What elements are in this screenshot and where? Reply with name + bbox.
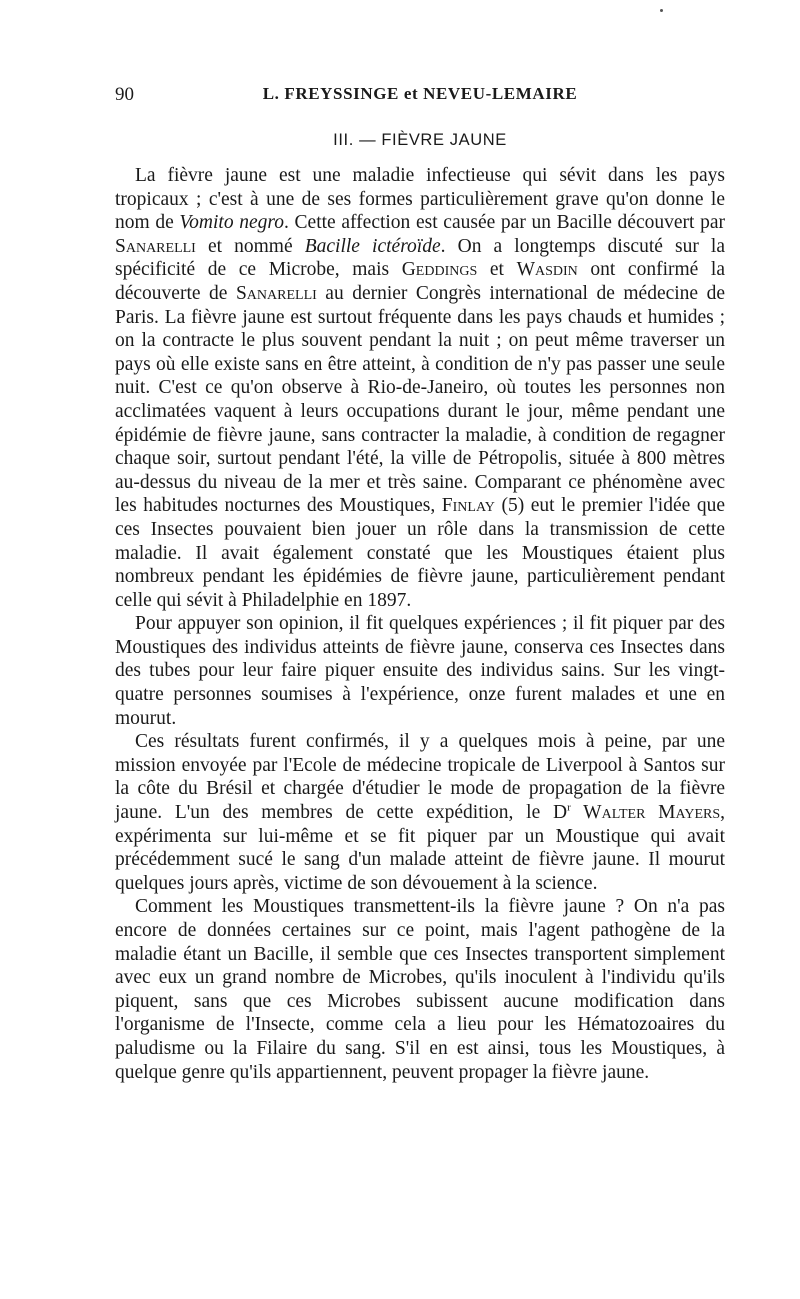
person-walter-mayers: Walter Mayers <box>570 802 721 824</box>
paragraph-1 <box>115 164 725 612</box>
title-superscript: r <box>567 801 571 814</box>
text-run: . Cette affection est causée par un Bacille découvert par <box>284 212 725 234</box>
paragraph-3 <box>115 730 725 895</box>
author-sanarelli: Sanarelli <box>115 235 196 257</box>
scan-speck <box>660 9 663 12</box>
text-run: (5) eut le premier l'idée que ces Insectes pouvaient bien jouer un rôle dans la transmission de cette maladie. Il avait également constaté que les Moustiques étaient plus nombreux pendant les épidémies de fièvre jaune, particulièrement pendant celle qui sévit à Philadelphie en 1897. <box>115 495 725 611</box>
page-header <box>115 84 725 108</box>
text-run: . On a longtemps discuté sur la spécificité de ce Microbe, mais <box>115 235 725 281</box>
page-number: 90 <box>115 84 134 105</box>
term-vomito-negro: Vomito negro <box>179 212 285 234</box>
text-run: au dernier Congrès international de médecine de Paris. La fièvre jaune est surtout fréquente dans les pays chauds et humides ; on la contracte le plus souvent pendant la nuit ; on peut même traverser un pays où elle existe sans en être atteint, à condition de n'y pas passer une seule nuit. C'est ce qu'on observe à Rio-de-Janeiro, où toutes les personnes non acclimatées vaquent à leurs occupations durant le jour, même pendant une épidémie de fièvre jaune, sans contracter la maladie, à condition de regagner chaque soir, surtout pendant l'été, la ville de Pétropolis, située à 800 mètres au-dessus du niveau de la mer et très saine. Comparant ce phénomène avec les habitudes nocturnes des Moustiques, <box>115 282 725 517</box>
section-title: III. — FIÈVRE JAUNE <box>333 131 507 149</box>
running-head: L. FREYSSINGE et NEVEU-LEMAIRE <box>262 84 578 103</box>
author-geddings: Geddings <box>401 259 478 281</box>
text-run: , expérimenta sur lui-même et se fit piquer par un Moustique qui avait précédemment sucé le sang d'un malade atteint de fièvre jaune. Il mourut quelques jours après, victime de son dévouement à la science. <box>115 802 725 894</box>
body-text <box>115 164 725 1084</box>
author-wasdin: Wasdin <box>516 259 578 281</box>
author-finlay: Finlay <box>441 495 495 517</box>
paragraph-2: Pour appuyer son opinion, il fit quelques expériences ; il fit piquer par des Moustiques des individus atteints de fièvre jaune, conserva ces Insectes dans des tubes pour leur faire piquer ensuite des individus sains. Sur les vingt-quatre personnes soumises à l'expérience, onze furent malades et une en mourut. <box>115 613 725 729</box>
term-bacille-icteroide: Bacille ictéroïde <box>304 235 441 257</box>
text-run: Ces résultats furent confirmés, il y a quelques mois à peine, par une mission envoyée par l'Ecole de médecine tropicale de Liverpool à Santos sur la côte du Brésil et chargée d'étudier le mode de propagation de la fièvre jaune. L'un des membres de cette expédition, le D <box>115 731 725 824</box>
text-run: La fièvre jaune est une maladie infectieuse qui sévit dans les pays tropicaux ; c'est à une de ses formes particulièrement grave qu'on donne le nom de <box>115 165 725 234</box>
text-run: ont confirmé la découverte de <box>115 259 726 304</box>
author-sanarelli-2: Sanarelli <box>235 282 317 304</box>
text-run: et <box>477 259 517 281</box>
paragraph-4: Comment les Moustiques transmettent-ils la fièvre jaune ? On n'a pas encore de données certaines sur ce point, mais l'agent pathogène de la maladie étant un Bacille, il semble que ces Insectes transportent simplement avec eux un grand nombre de Microbes, qu'ils inoculent à l'individu qu'ils piquent, sans que ces Microbes subissent aucune modification dans l'organisme de l'Insecte, comme cela a lieu pour les Hématozoaires du paludisme ou la Filaire du sang. S'il en est ainsi, tous les Moustiques, à quelque genre qu'ils appartiennent, peuvent propager la fièvre jaune. <box>115 896 725 1083</box>
text-run: et nommé <box>195 235 305 257</box>
